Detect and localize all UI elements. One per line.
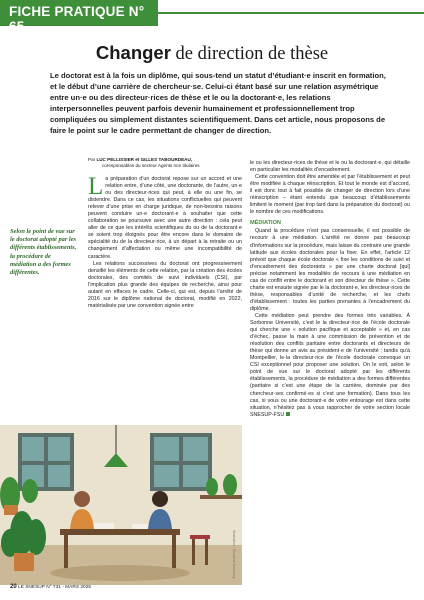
byline (88, 157, 200, 169)
title-bold: Changer (95, 42, 171, 63)
col2-para-4: Cette médiation peut prendre des formes très variables. À Sorbonne Université, c’est le la directeur·rice de l’école doctorale qui cherche une « solution pacifique et acceptable » et, en cas d’échec, passe la main à une commission de prévention et de résolution des conflits paritaire entre doctorants et directeurs de thèse qui donne un avis au président·e de l’université ; tandis qu’à Montpellier, le·la directeur·rice de l’école doctorale convoque un CSI exceptionnel pour proposer une solution. On le voit, selon le point de vue sur le doctorat adopté par les différents établissements, la procédure de médiation a des formes différentes (paritaire si c’est une étape de la carrière, dominée par des chercheur·ses confirmé·es si c’est une formation). Dans tous les cas, si vous ou une doctorant·e de votre entourage est dans cette situation, n’hésitez pas à vous rapprocher de votre section locale SNESUP-FSU (250, 312, 410, 418)
col2-para-2: Cette convention doit être amendée et par l’établissement et peut être modifiée à chaque réinscription. Et tout le monde est d’accord, il est donc tout à fait possible de changer de direction lors d’une réinscription – étant entendu que beaucoup d’établissements limitent le moment (par trop tard dans la préparation du doctorat) ou le nombre de ces modifications. (250, 174, 410, 216)
article-title (0, 42, 424, 65)
window-right (150, 433, 212, 491)
intro-paragraph: Le doctorat est à la fois un diplôme, qui sous-tend un statut d’étudiant·e inscrit en formation, et le début d’une carrière de chercheur·se. Celui-ci étant basé sur une relation asymétrique entre un·e ou des directeur·rices de thèse et le ou la doctorant·e, les relations interpersonnelles peuvent parfois devenir humainement et professionnellement trop compliquées ou simplement distantes scientifiquement. Dans cet article, nous proposons de faire le point sur le cadre permettant de changer de direction. (50, 71, 386, 135)
end-mark (286, 412, 290, 416)
dropcap: L (88, 173, 104, 200)
section-heading-mediation: MÉDIATION (250, 220, 281, 227)
issue-info: LE SNESUP N° 731 - MARS 2025 (18, 585, 92, 590)
section-header (0, 0, 424, 34)
illustration (0, 425, 242, 585)
header-rule (158, 12, 424, 14)
article-column-1 (88, 173, 242, 310)
section-label-box (0, 0, 158, 34)
col1-para-1: a préparation d’un doctorat repose sur un accord et une relation entre, d’une côté, une doctorante, de l’autre, un·e ou des directeur·rices qui peut, à elle ou une fin, se distendre. Dans ce cas, les situations conflictuelles qui peuvent relever d’une prise en charge juridique, de non-besoins raisons peuvent conduire un·e doctorant·e à souhaiter que cette collaboration se poursuive avec une autre direction : cela peut aller de ce que les intérêts scientifiques du ou de la doctorant·e se soient trop éloignés pour être encore dans le domaine de spécialité du de la directeur·rice, à un départ à la retraite ou un changement d’affectation ou même une incompatibilité de caractère. (88, 176, 242, 260)
section-label: FICHE PRATIQUE N° 65 (9, 4, 145, 34)
article-column-2 (250, 160, 410, 419)
page-footer (10, 584, 91, 590)
byline-affiliation: coresponsables du secteur Agents non titulaires (102, 163, 200, 168)
col2-para-3: Quand la procédure n’est pas consensuelle, il est possible de recourir à une médiation. L’arrêté ne donne pas beaucoup d’informations sur la procédure, mais laisse du contraire une grande latitude aux écoles doctorales pour la fixer. En effet, l’article 12 prévoit que chaque école doctorale « fixe les conditions de suivi et d’encadrement des doctorants » par une charte doctorat [qui] précise notamment les modalités de recours à une médiation en cas de conflit entre le doctorant et son directeur de thèse ». Cette charte est ensuite signée par le la doctorant·e, les directeur·rices de thèse, responsables d’unité de recherche, et les chefs d’établissement : toutes les parties prenantes à l’encadrement du diplôme. (250, 228, 410, 312)
pull-quote: Selon le point de vue sur le doctorat adopté par les différents établissements, la procédure de médiation a des formes différentes. (10, 228, 77, 277)
byline-prefix: Par (88, 157, 97, 162)
title-rest: de direction de thèse (170, 44, 329, 64)
illustration-credit: Illustration : Claudine Delaunay (232, 530, 236, 579)
col2-para-1: le ou les directeur·rices de thèse et le ou la doctorant·e, qui détaille en particulier les modalités d’encadrement. (250, 160, 410, 174)
col1-para-2: Les relations successives du doctorat ont progressivement densifié les éléments de cette relation, par la création des écoles doctorales, des comités de suivi individuels (CSI), par l’implication plus grande des équipes de recherche, ainsi pour autant en effaces le cadre. Celle-ci, qui est, depuis l’arrêté de 2016 sur le diplôme national de doctorat, modifié en 2022, matérialisée par une convention signée entre (88, 260, 242, 309)
byline-authors: LUC PELLISSIER et GILLES TABOURDEAU, (96, 157, 193, 162)
illustration-office-scene (0, 425, 242, 585)
page-number: 20 (10, 584, 17, 590)
